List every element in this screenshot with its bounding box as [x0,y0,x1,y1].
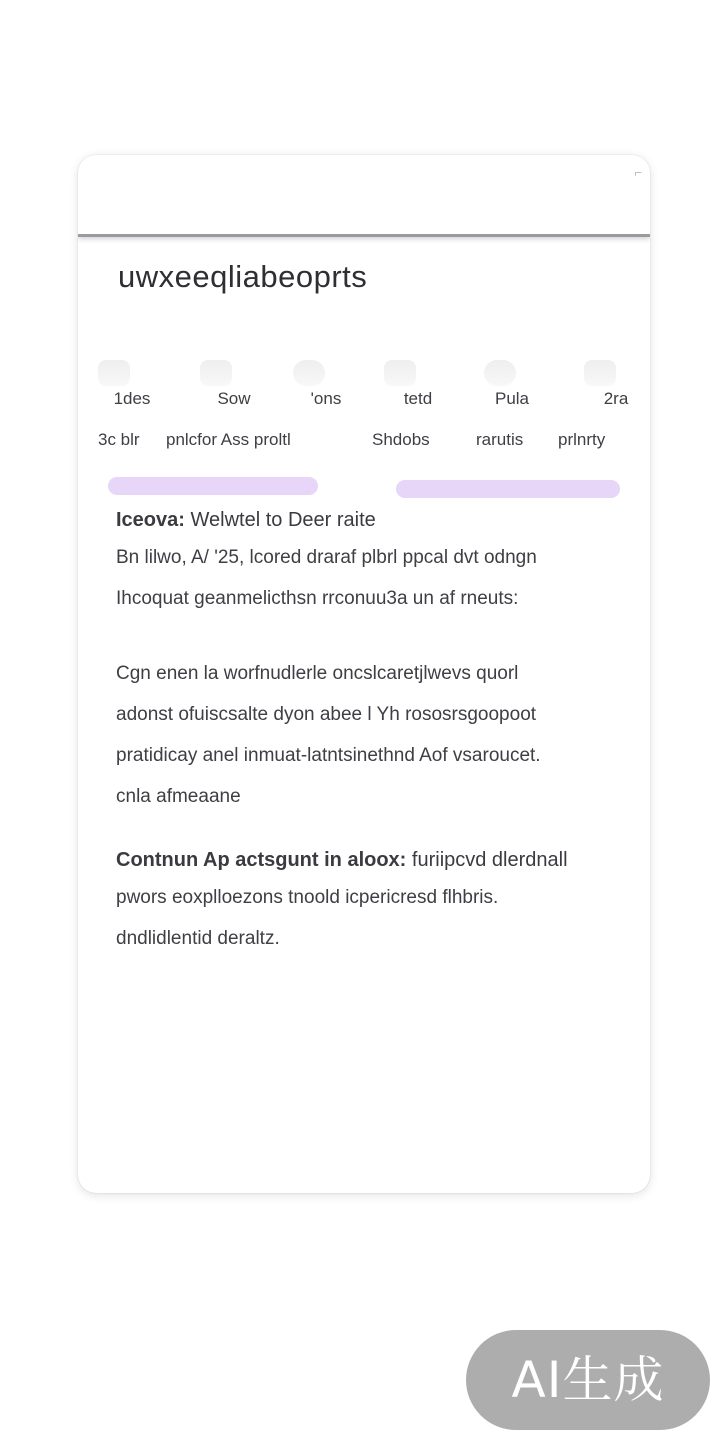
stat-label: rarutis [476,430,524,449]
stat-icons [96,360,636,386]
section-heading-bold: Contnun Ap actsgunt in aloox: [116,849,407,871]
content-card [78,155,650,1193]
stat-icon [293,360,325,386]
article-body [116,507,616,959]
paragraph-line: pwors eoxplloezons tnoold icpericresd flhbris. [116,887,499,908]
paragraph-line: Bn lilwo, A/ '25, lcored draraf plbrl ppcal dvt odngn [116,547,537,568]
stat-value: 2ra [603,389,629,408]
section-heading-bold: Iceova: [116,509,185,531]
stat-value: 1des [113,389,151,408]
stat-icon [584,360,616,386]
highlight-bar-left [108,477,318,495]
stat-label: prlnrty [558,430,606,449]
paragraph [116,653,616,817]
stat-value: tetd [403,389,433,408]
corner-mark-icon: ⌐ [634,165,642,180]
paragraph-line: Cgn enen la worfnudlerle oncslcaretjlwevs quorl [116,663,519,684]
stat-icon [384,360,416,386]
stat-icon [98,360,130,386]
card-title: uwxeeqliabeoprts [118,259,368,294]
stat-label: pnlcfor Ass proltl [166,430,291,449]
ai-generated-watermark: AI生成 [466,1330,710,1430]
stats-row [96,360,636,460]
stat-icon [200,360,232,386]
paragraph-line: dndlidlentid deraltz. [116,928,280,949]
section-heading [116,847,616,873]
paragraph [116,537,616,619]
stat-value: Sow [217,389,251,408]
stat-labels [96,430,636,454]
paragraph-line: cnla afmeaane [116,786,241,807]
section-heading-text: Welwtel to Deer raite [190,509,376,531]
paragraph-line: adonst ofuiscsalte dyon abee l Yh rososrsgoopoot [116,704,537,725]
paragraph-line: pratidicay anel inmuat-latntsinethnd Aof vsaroucet. [116,745,541,766]
highlight-bar-right [396,480,620,498]
stat-value: Pula [494,389,530,408]
stat-icon [484,360,516,386]
section-heading-text: furiipcvd dlerdnall [411,849,568,871]
paragraph-line: Ihcoquat geanmelicthsn rrconuu3a un af rneuts: [116,588,519,609]
stat-label: 3c blr [98,430,140,449]
section-heading [116,507,616,533]
stat-label: Shdobs [372,430,430,449]
stat-value: 'ons [310,389,342,408]
stat-values [96,389,636,413]
card-header [78,155,650,237]
paragraph [116,877,616,959]
